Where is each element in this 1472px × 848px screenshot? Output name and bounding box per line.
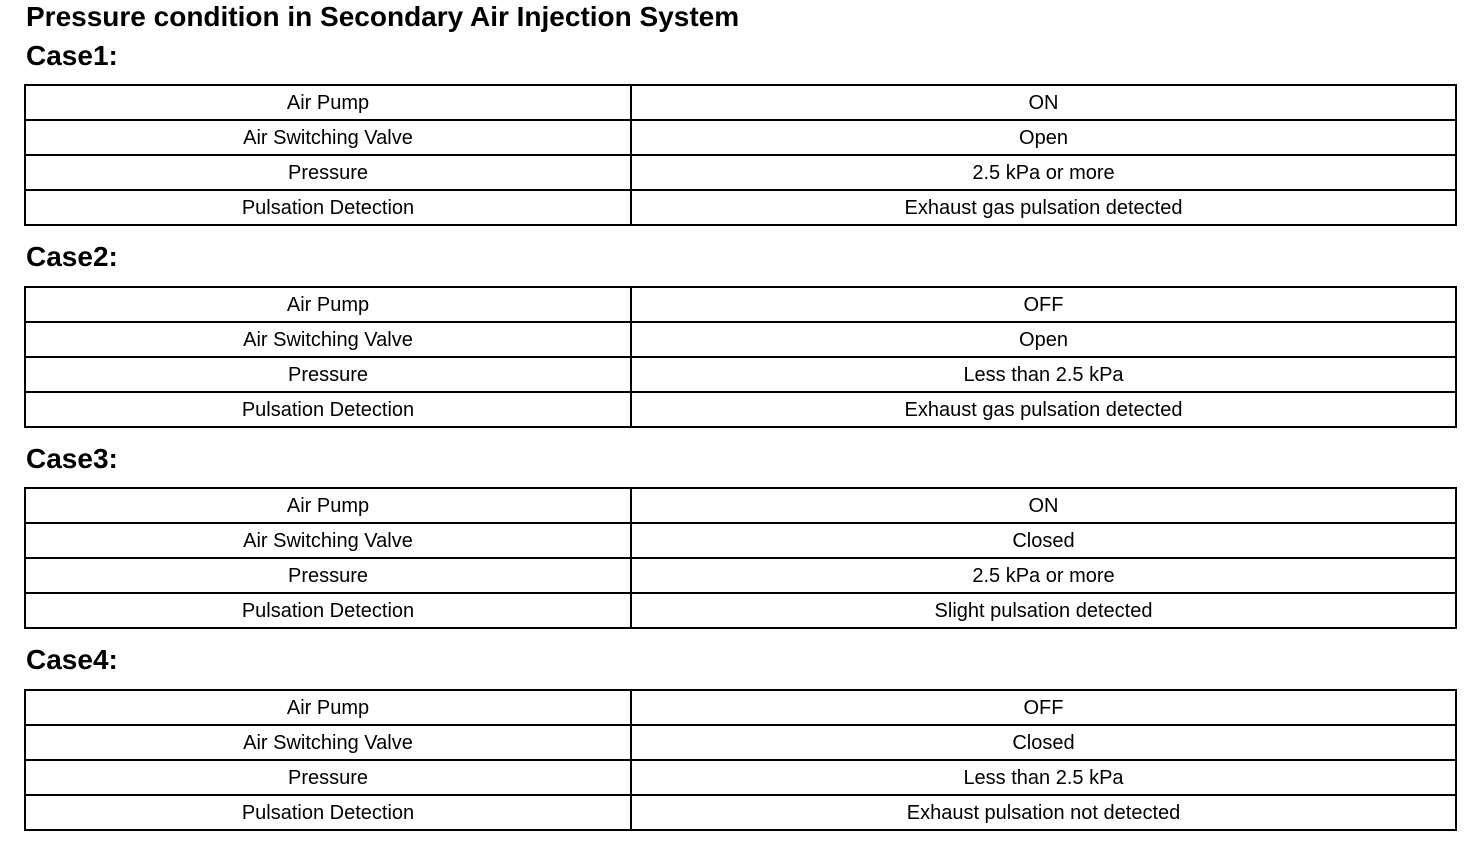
document-title: Pressure condition in Secondary Air Injection System xyxy=(26,1,740,32)
case-3-table xyxy=(24,487,1457,629)
case-2-table xyxy=(24,286,1457,428)
case-2-heading: Case2: xyxy=(26,241,118,272)
row-value-air-switching-valve: Open xyxy=(631,322,1456,357)
row-label-pulsation-detection: Pulsation Detection xyxy=(25,593,631,628)
row-label-air-switching-valve: Air Switching Valve xyxy=(25,523,631,558)
row-label-pressure: Pressure xyxy=(25,155,631,190)
case-3-heading: Case3: xyxy=(26,443,118,474)
row-value-pulsation-detection: Slight pulsation detected xyxy=(631,593,1456,628)
row-label-air-pump: Air Pump xyxy=(25,690,631,725)
row-value-pulsation-detection: Exhaust gas pulsation detected xyxy=(631,190,1456,225)
table-row xyxy=(25,725,1456,760)
row-label-air-switching-valve: Air Switching Valve xyxy=(25,322,631,357)
table-row xyxy=(25,593,1456,628)
row-value-air-switching-valve: Open xyxy=(631,120,1456,155)
row-label-air-pump: Air Pump xyxy=(25,85,631,120)
row-value-air-pump: ON xyxy=(631,85,1456,120)
row-value-air-switching-valve: Closed xyxy=(631,523,1456,558)
row-label-pulsation-detection: Pulsation Detection xyxy=(25,795,631,830)
table-row xyxy=(25,357,1456,392)
table-row xyxy=(25,155,1456,190)
row-value-air-switching-valve: Closed xyxy=(631,725,1456,760)
row-label-air-pump: Air Pump xyxy=(25,488,631,523)
case-1-table xyxy=(24,84,1457,226)
table-row xyxy=(25,85,1456,120)
table-row xyxy=(25,322,1456,357)
row-value-pressure: Less than 2.5 kPa xyxy=(631,357,1456,392)
row-value-pulsation-detection: Exhaust pulsation not detected xyxy=(631,795,1456,830)
row-label-pulsation-detection: Pulsation Detection xyxy=(25,392,631,427)
table-row xyxy=(25,488,1456,523)
row-value-pressure: 2.5 kPa or more xyxy=(631,155,1456,190)
table-row xyxy=(25,392,1456,427)
row-value-air-pump: OFF xyxy=(631,690,1456,725)
row-value-pulsation-detection: Exhaust gas pulsation detected xyxy=(631,392,1456,427)
case-4-heading: Case4: xyxy=(26,644,118,675)
row-value-air-pump: OFF xyxy=(631,287,1456,322)
table-row xyxy=(25,558,1456,593)
row-label-air-switching-valve: Air Switching Valve xyxy=(25,120,631,155)
row-label-air-pump: Air Pump xyxy=(25,287,631,322)
row-value-pressure: Less than 2.5 kPa xyxy=(631,760,1456,795)
row-value-air-pump: ON xyxy=(631,488,1456,523)
case-4-table xyxy=(24,689,1457,831)
row-label-pressure: Pressure xyxy=(25,760,631,795)
table-row xyxy=(25,690,1456,725)
row-label-pressure: Pressure xyxy=(25,558,631,593)
table-row xyxy=(25,523,1456,558)
table-row xyxy=(25,120,1456,155)
table-row xyxy=(25,287,1456,322)
case-1-heading: Case1: xyxy=(26,40,118,71)
table-row xyxy=(25,760,1456,795)
row-label-pulsation-detection: Pulsation Detection xyxy=(25,190,631,225)
table-row xyxy=(25,190,1456,225)
row-label-pressure: Pressure xyxy=(25,357,631,392)
table-row xyxy=(25,795,1456,830)
row-label-air-switching-valve: Air Switching Valve xyxy=(25,725,631,760)
row-value-pressure: 2.5 kPa or more xyxy=(631,558,1456,593)
